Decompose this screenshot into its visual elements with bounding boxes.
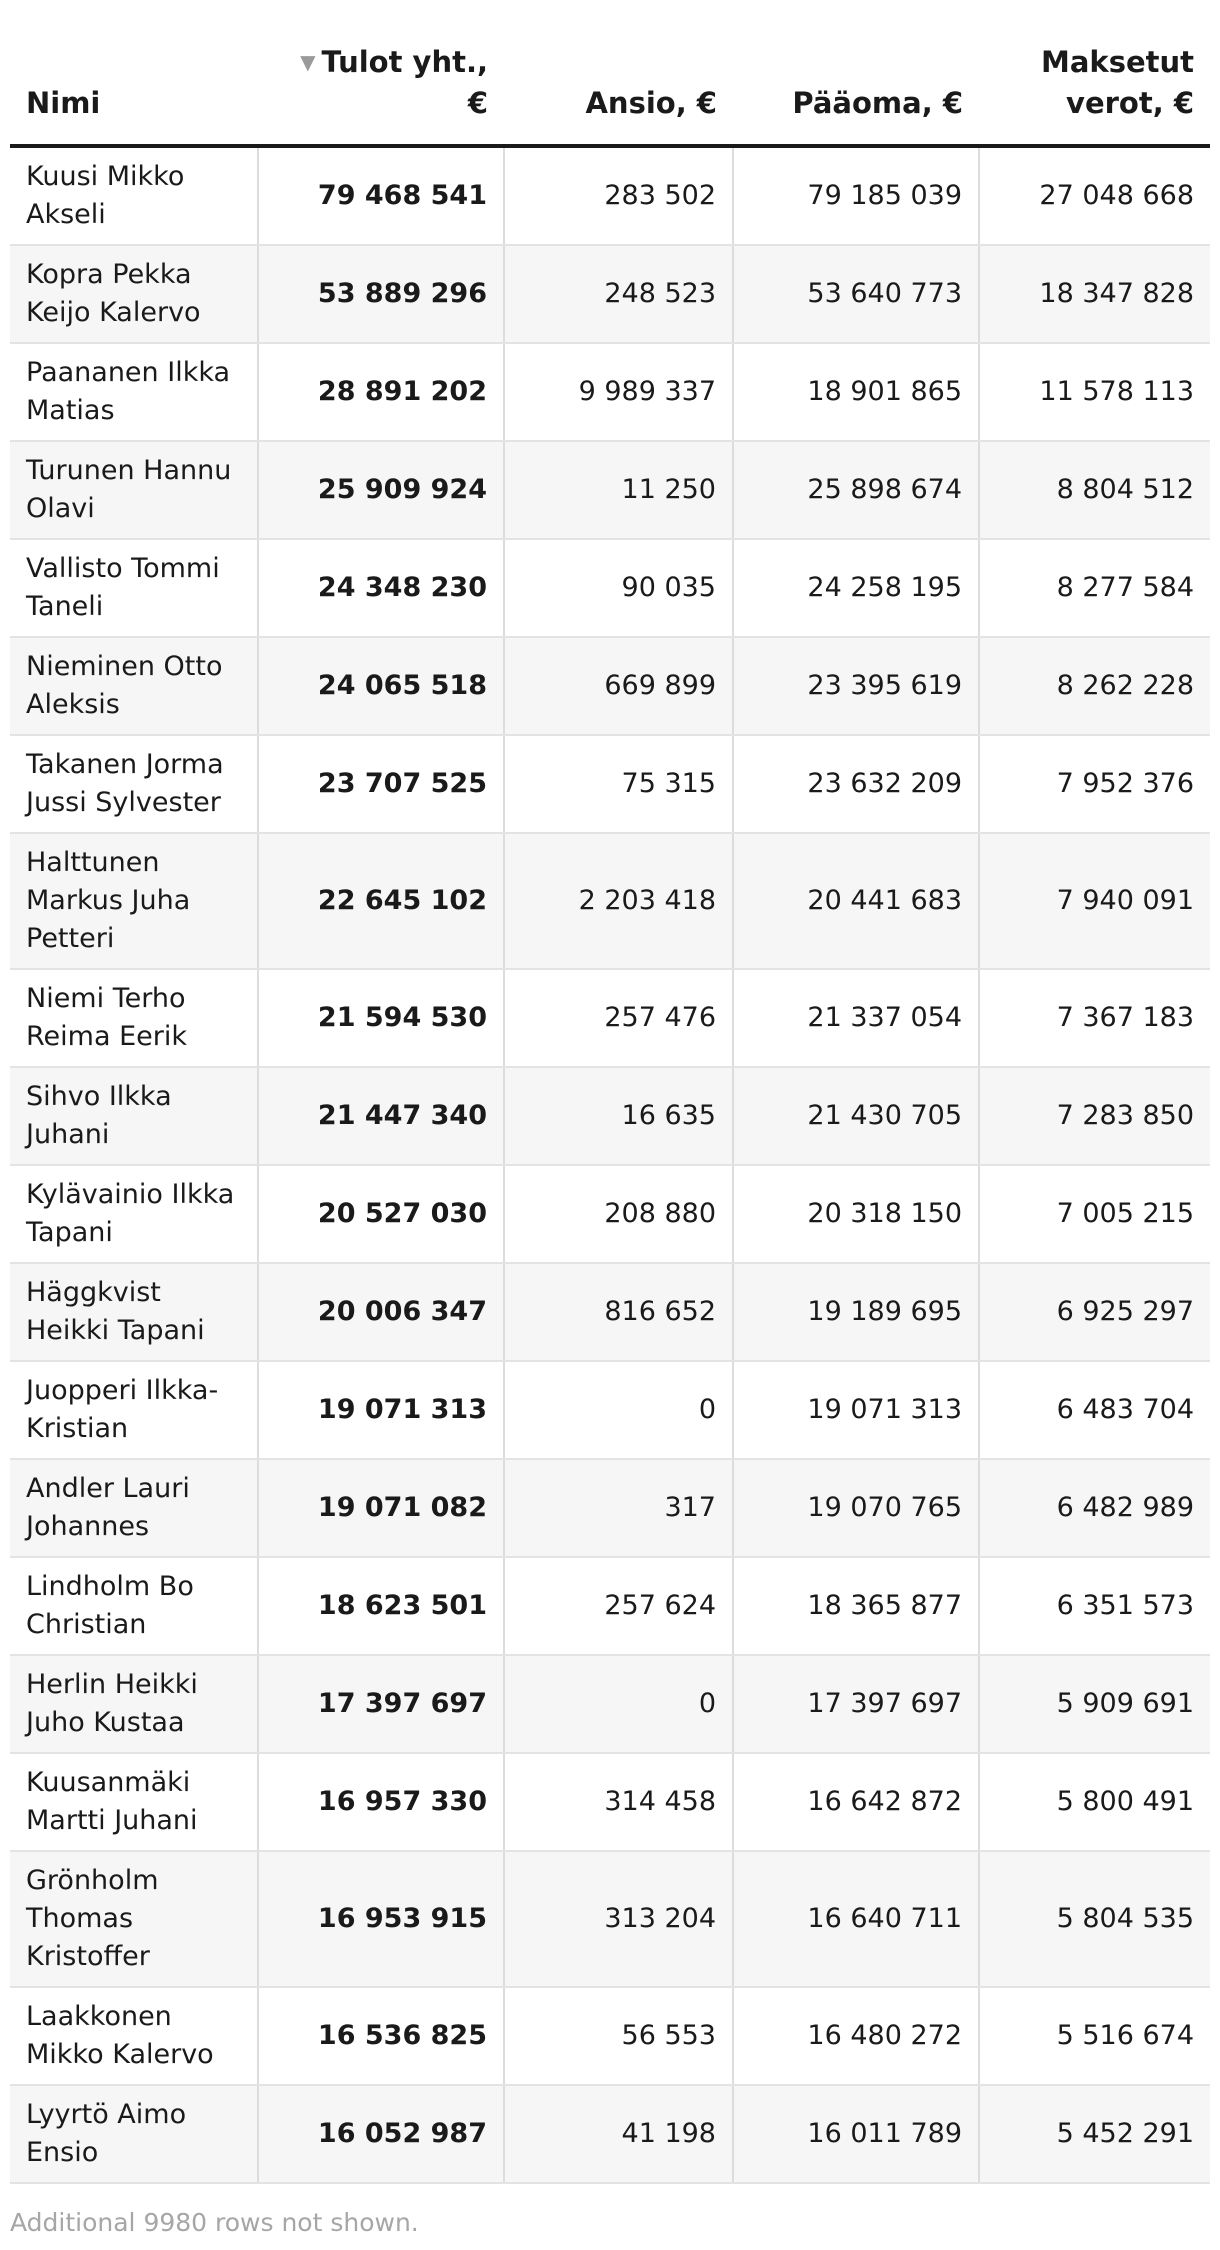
- cell-taxes-paid: 7 367 183: [979, 969, 1210, 1067]
- cell-name: Takanen Jorma Jussi Sylvester: [10, 735, 258, 833]
- cell-name: Lyyrtö Aimo Ensio: [10, 2085, 258, 2183]
- cell-total-income: 16 953 915: [258, 1851, 504, 1987]
- cell-earned-income: 2 203 418: [504, 833, 733, 969]
- cell-name: Kopra Pekka Keijo Kalervo: [10, 245, 258, 343]
- cell-name: Kylävainio Ilkka Tapani: [10, 1165, 258, 1263]
- cell-name: Herlin Heikki Juho Kustaa: [10, 1655, 258, 1753]
- cell-capital-income: 25 898 674: [733, 441, 979, 539]
- table-row: [10, 2085, 1210, 2183]
- cell-taxes-paid: 8 277 584: [979, 539, 1210, 637]
- cell-total-income: 24 348 230: [258, 539, 504, 637]
- cell-name: Niemi Terho Reima Eerik: [10, 969, 258, 1067]
- table-row: [10, 1987, 1210, 2085]
- cell-capital-income: 19 071 313: [733, 1361, 979, 1459]
- cell-earned-income: 41 198: [504, 2085, 733, 2183]
- cell-capital-income: 18 901 865: [733, 343, 979, 441]
- cell-capital-income: 20 441 683: [733, 833, 979, 969]
- cell-earned-income: 90 035: [504, 539, 733, 637]
- cell-total-income: 21 447 340: [258, 1067, 504, 1165]
- header-taxes-paid[interactable]: [979, 0, 1210, 146]
- footer-note: Additional 9980 rows not shown.: [10, 2208, 419, 2237]
- cell-total-income: 16 957 330: [258, 1753, 504, 1851]
- cell-taxes-paid: 8 262 228: [979, 637, 1210, 735]
- table-container: [10, 0, 1210, 2240]
- cell-total-income: 24 065 518: [258, 637, 504, 735]
- cell-total-income: 19 071 313: [258, 1361, 504, 1459]
- cell-earned-income: 248 523: [504, 245, 733, 343]
- cell-taxes-paid: 5 516 674: [979, 1987, 1210, 2085]
- cell-taxes-paid: 6 482 989: [979, 1459, 1210, 1557]
- cell-name: Paananen Ilkka Matias: [10, 343, 258, 441]
- cell-name: Turunen Hannu Olavi: [10, 441, 258, 539]
- cell-taxes-paid: 5 800 491: [979, 1753, 1210, 1851]
- table-row: [10, 441, 1210, 539]
- table-row: [10, 245, 1210, 343]
- cell-name: Kuusanmäki Martti Juhani: [10, 1753, 258, 1851]
- cell-capital-income: 23 395 619: [733, 637, 979, 735]
- cell-total-income: 20 527 030: [258, 1165, 504, 1263]
- sort-descending-icon: ▼: [300, 50, 316, 74]
- cell-capital-income: 19 070 765: [733, 1459, 979, 1557]
- header-verot-line2: verot, €: [1066, 86, 1194, 120]
- cell-taxes-paid: 7 940 091: [979, 833, 1210, 969]
- cell-taxes-paid: 11 578 113: [979, 343, 1210, 441]
- cell-name: Lindholm Bo Christian: [10, 1557, 258, 1655]
- cell-taxes-paid: 5 804 535: [979, 1851, 1210, 1987]
- cell-earned-income: 16 635: [504, 1067, 733, 1165]
- cell-name: Halttunen Markus Juha Petteri: [10, 833, 258, 969]
- table-row: [10, 969, 1210, 1067]
- cell-earned-income: 313 204: [504, 1851, 733, 1987]
- cell-total-income: 20 006 347: [258, 1263, 504, 1361]
- cell-taxes-paid: 6 925 297: [979, 1263, 1210, 1361]
- cell-earned-income: 0: [504, 1655, 733, 1753]
- table-row: [10, 146, 1210, 245]
- cell-name: Laakkonen Mikko Kalervo: [10, 1987, 258, 2085]
- cell-total-income: 79 468 541: [258, 146, 504, 245]
- cell-name: Sihvo Ilkka Juhani: [10, 1067, 258, 1165]
- cell-capital-income: 16 480 272: [733, 1987, 979, 2085]
- cell-name: Nieminen Otto Aleksis: [10, 637, 258, 735]
- cell-earned-income: 75 315: [504, 735, 733, 833]
- cell-total-income: 18 623 501: [258, 1557, 504, 1655]
- cell-earned-income: 257 624: [504, 1557, 733, 1655]
- cell-capital-income: 18 365 877: [733, 1557, 979, 1655]
- cell-taxes-paid: 5 909 691: [979, 1655, 1210, 1753]
- table-row: [10, 1361, 1210, 1459]
- cell-capital-income: 21 337 054: [733, 969, 979, 1067]
- header-name-label: Nimi: [26, 86, 101, 120]
- cell-taxes-paid: 7 005 215: [979, 1165, 1210, 1263]
- cell-capital-income: 16 642 872: [733, 1753, 979, 1851]
- header-name[interactable]: [10, 0, 258, 146]
- cell-earned-income: 9 989 337: [504, 343, 733, 441]
- cell-taxes-paid: 6 351 573: [979, 1557, 1210, 1655]
- table-header: [10, 0, 1210, 146]
- table-body: [10, 146, 1210, 2183]
- table-row: [10, 1263, 1210, 1361]
- cell-total-income: 23 707 525: [258, 735, 504, 833]
- cell-earned-income: 317: [504, 1459, 733, 1557]
- header-paaoma-label: Pääoma, €: [792, 86, 963, 120]
- cell-capital-income: 53 640 773: [733, 245, 979, 343]
- table-row: [10, 1557, 1210, 1655]
- cell-name: Grönholm Thomas Kristoffer: [10, 1851, 258, 1987]
- cell-taxes-paid: 18 347 828: [979, 245, 1210, 343]
- cell-taxes-paid: 5 452 291: [979, 2085, 1210, 2183]
- cell-capital-income: 16 011 789: [733, 2085, 979, 2183]
- header-verot-line1: Maksetut: [1040, 45, 1194, 79]
- cell-total-income: 28 891 202: [258, 343, 504, 441]
- header-total-line1: Tulot yht.,: [321, 45, 488, 79]
- cell-total-income: 17 397 697: [258, 1655, 504, 1753]
- income-table: [10, 0, 1210, 2184]
- table-row: [10, 1655, 1210, 1753]
- cell-earned-income: 314 458: [504, 1753, 733, 1851]
- cell-capital-income: 23 632 209: [733, 735, 979, 833]
- table-row: [10, 1459, 1210, 1557]
- cell-earned-income: 283 502: [504, 146, 733, 245]
- table-row: [10, 1753, 1210, 1851]
- table-row: [10, 343, 1210, 441]
- cell-earned-income: 0: [504, 1361, 733, 1459]
- cell-name: Häggkvist Heikki Tapani: [10, 1263, 258, 1361]
- table-row: [10, 735, 1210, 833]
- table-row: [10, 539, 1210, 637]
- cell-capital-income: 21 430 705: [733, 1067, 979, 1165]
- header-ansio-label: Ansio, €: [585, 86, 717, 120]
- cell-capital-income: 17 397 697: [733, 1655, 979, 1753]
- cell-taxes-paid: 27 048 668: [979, 146, 1210, 245]
- cell-capital-income: 24 258 195: [733, 539, 979, 637]
- cell-earned-income: 669 899: [504, 637, 733, 735]
- cell-earned-income: 208 880: [504, 1165, 733, 1263]
- cell-name: Andler Lauri Johannes: [10, 1459, 258, 1557]
- table-row: [10, 637, 1210, 735]
- cell-earned-income: 816 652: [504, 1263, 733, 1361]
- cell-total-income: 53 889 296: [258, 245, 504, 343]
- cell-total-income: 21 594 530: [258, 969, 504, 1067]
- cell-total-income: 16 536 825: [258, 1987, 504, 2085]
- cell-taxes-paid: 8 804 512: [979, 441, 1210, 539]
- cell-taxes-paid: 7 283 850: [979, 1067, 1210, 1165]
- cell-capital-income: 20 318 150: [733, 1165, 979, 1263]
- header-earned-income[interactable]: [504, 0, 733, 146]
- header-total-income[interactable]: [258, 0, 504, 146]
- cell-capital-income: 19 189 695: [733, 1263, 979, 1361]
- cell-name: Juopperi Ilkka-Kristian: [10, 1361, 258, 1459]
- table-row: [10, 1851, 1210, 1987]
- cell-earned-income: 56 553: [504, 1987, 733, 2085]
- header-total-line2: €: [467, 86, 488, 120]
- cell-capital-income: 79 185 039: [733, 146, 979, 245]
- table-row: [10, 833, 1210, 969]
- cell-earned-income: 11 250: [504, 441, 733, 539]
- cell-name: Kuusi Mikko Akseli: [10, 146, 258, 245]
- cell-earned-income: 257 476: [504, 969, 733, 1067]
- header-capital-income[interactable]: [733, 0, 979, 146]
- cell-total-income: 22 645 102: [258, 833, 504, 969]
- cell-capital-income: 16 640 711: [733, 1851, 979, 1987]
- cell-taxes-paid: 7 952 376: [979, 735, 1210, 833]
- table-row: [10, 1067, 1210, 1165]
- cell-total-income: 25 909 924: [258, 441, 504, 539]
- cell-total-income: 16 052 987: [258, 2085, 504, 2183]
- cell-taxes-paid: 6 483 704: [979, 1361, 1210, 1459]
- table-row: [10, 1165, 1210, 1263]
- cell-total-income: 19 071 082: [258, 1459, 504, 1557]
- cell-name: Vallisto Tommi Taneli: [10, 539, 258, 637]
